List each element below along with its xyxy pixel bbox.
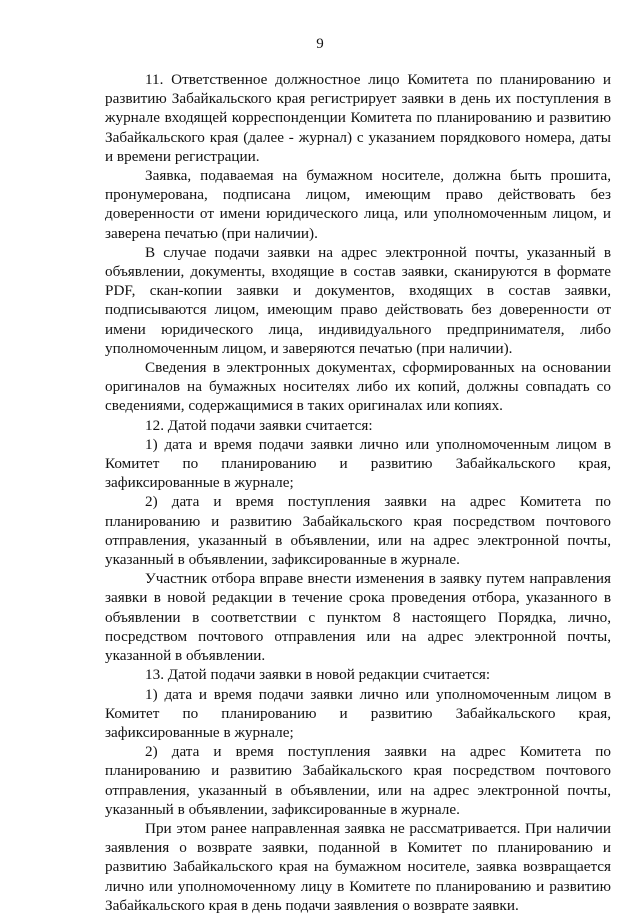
paragraph-13-heading: 13. Датой подачи заявки в новой редакции считается: bbox=[145, 666, 491, 684]
paragraph-12-item-1: 1) дата и время подачи заявки лично или уполномоченным лицом в Комитет по планированию и развитию Забайкальского края, зафиксированные в журнале; bbox=[105, 435, 611, 492]
paragraph-electronic-documents: Сведения в электронных документах, сформированных на основании оригиналов на бумажных носителях либо их копий, должны совпадать со сведениями, содержащимися в таких оригиналах или копиях. bbox=[105, 359, 611, 415]
paragraph-12-heading: 12. Датой подачи заявки считается: bbox=[145, 416, 373, 434]
paragraph-email-application: В случае подачи заявки на адрес электронной почты, указанный в объявлении, документы, входящие в состав заявки, сканируются в формате PDF, скан-копии заявки и документов, входящих в состав заявки, подписываются лицом, имеющим право действовать без доверенности от имени юридического лица, индивидуального предпринимателя, либо уполномоченным лицом, и заверяются печатью (при наличии). bbox=[105, 243, 611, 357]
paragraph-changes-to-application: Участник отбора вправе внести изменения в заявку путем направления заявки в новой редакции в течение срока проведения отбора, указанного в объявлении в соответствии с пунктом 8 настоящего Порядка, лично, посредством почтового отправления или на адрес электронной почты, указанной в объявлении. bbox=[105, 570, 611, 665]
paragraph-13-item-2: 2) дата и время поступления заявки на адрес Комитета по планированию и развитию Забайкальского края посредством почтового отправления, указанный в объявлении, или на адрес электронной почты, указанный в объявлении, зафиксированные в журнале. bbox=[105, 743, 611, 818]
paragraph-paper-application: Заявка, подаваемая на бумажном носителе, должна быть прошита, пронумерована, подписана лицом, имеющим право действовать без доверенности от имени юридического лица, или уполномоченным лицом, и заверена печатью (при наличии). bbox=[105, 167, 611, 242]
paragraph-11-registration: 11. Ответственное должностное лицо Комитета по планированию и развитию Забайкальского края регистрирует заявки в день их поступления в журнале входящей корреспонденции Комитета по планированию и развитию Забайкальского края (далее - журнал) с указанием порядкового номера, даты и времени регистрации. bbox=[105, 71, 611, 165]
paragraph-13-item-1: 1) дата и время подачи заявки лично или уполномоченным лицом в Комитет по планированию и развитию Забайкальского края, зафиксированные в журнале; bbox=[105, 685, 611, 741]
paragraph-return-of-application: При этом ранее направленная заявка не рассматривается. При наличии заявления о возврате заявки, поданной в Комитет по планированию и развитию Забайкальского края на бумажном носителе, заявка возвращается лично или уполномоченному лицу в Комитете по планированию и развитию Забайкальского края в день подачи заявления о возврате заявки. bbox=[105, 819, 611, 914]
page-number: 9 bbox=[316, 36, 324, 52]
paragraph-12-item-2: 2) дата и время поступления заявки на адрес Комитета по планированию и развитию Забайкальского края посредством почтового отправления, указанный в объявлении, или на адрес электронной почты, указанный в объявлении, зафиксированные в журнале. bbox=[105, 493, 611, 569]
document-body bbox=[105, 70, 611, 915]
